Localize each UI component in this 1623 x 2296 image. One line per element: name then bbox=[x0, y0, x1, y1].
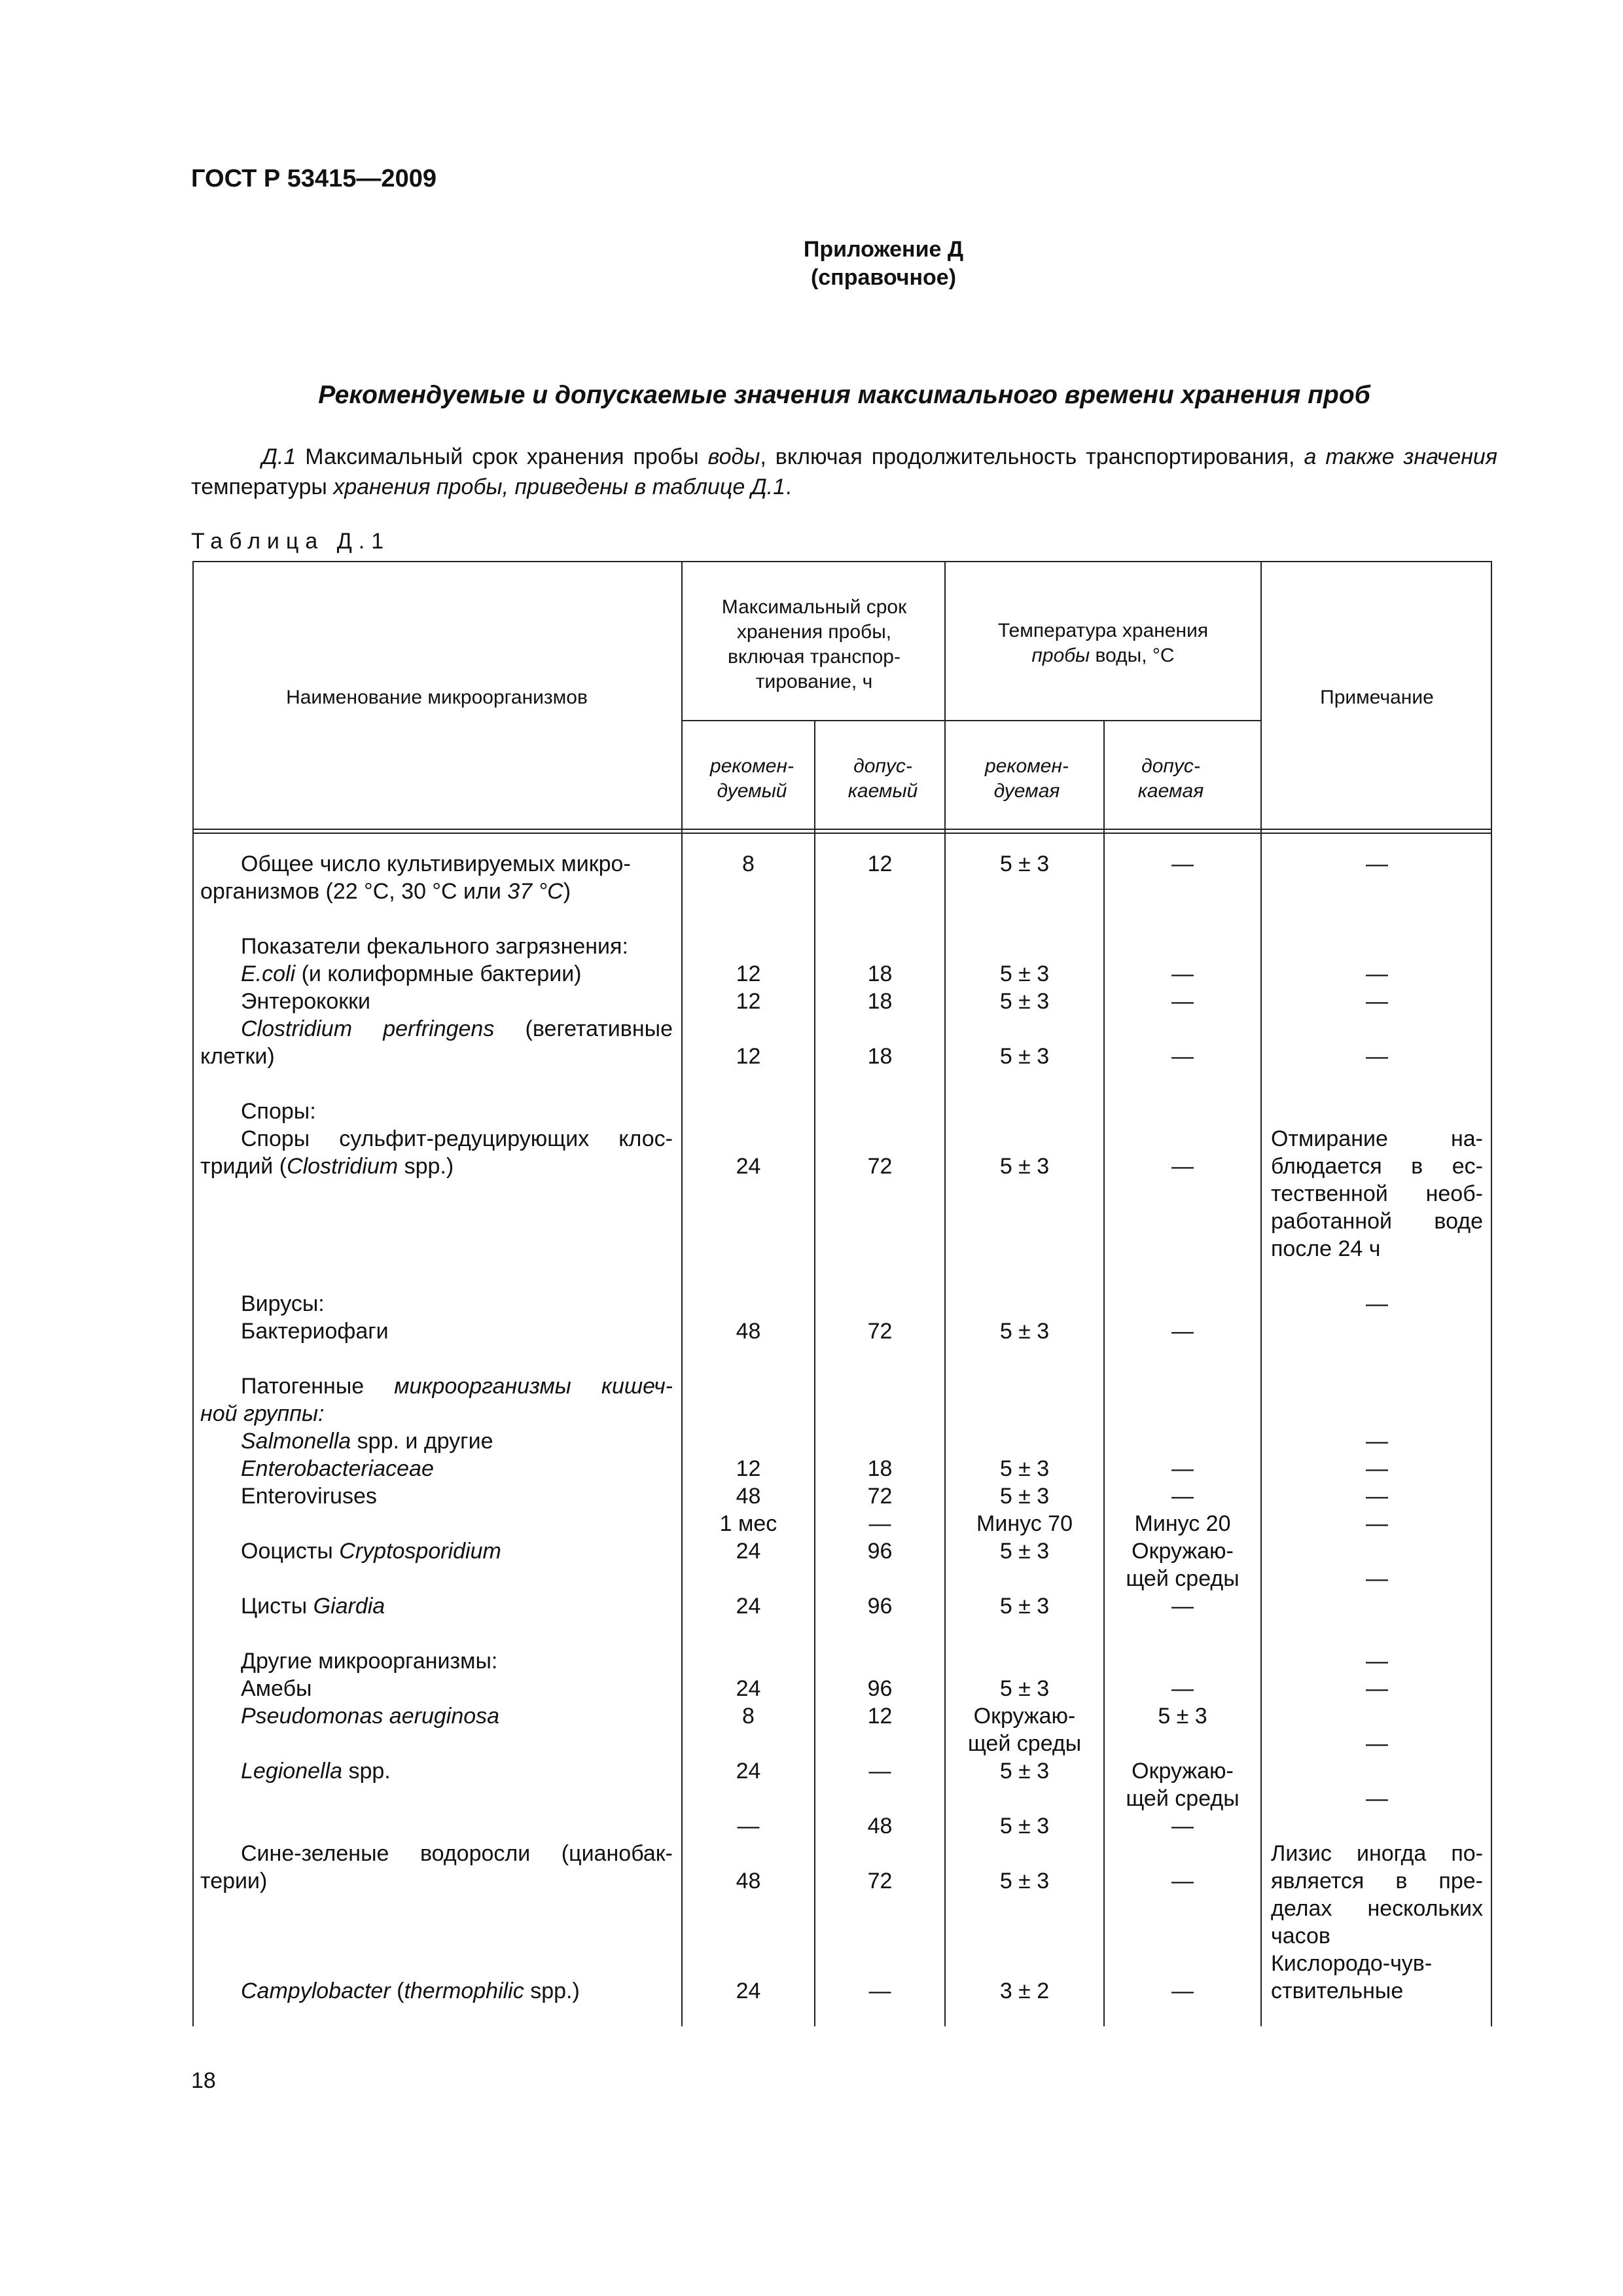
cell: 5 ± 3 bbox=[999, 1869, 1050, 1893]
cell: 96 bbox=[867, 1539, 893, 1564]
cell: 5 ± 3 bbox=[999, 1154, 1050, 1179]
cell: 72 bbox=[867, 1319, 893, 1344]
cell: Минус 70 bbox=[976, 1511, 1073, 1536]
header-double-rule bbox=[192, 833, 1492, 834]
row-campy: Campylobacter (thermophilic spp.) bbox=[241, 1979, 580, 2003]
table-caption: Таблица Д.1 bbox=[191, 529, 391, 554]
cell: 1 мес bbox=[719, 1511, 777, 1536]
header-time-recommended: рекомен-дуемый bbox=[710, 755, 794, 802]
cell: — bbox=[1171, 1044, 1194, 1069]
cell: щей среды bbox=[1126, 1786, 1240, 1811]
cell: — bbox=[868, 1759, 891, 1784]
cell: 5 ± 3 bbox=[1158, 1704, 1207, 1729]
cell: — bbox=[1171, 1814, 1194, 1839]
standard-code: ГОСТ Р 53415—2009 bbox=[191, 165, 437, 192]
cell: 5 ± 3 bbox=[999, 989, 1050, 1014]
cell: 72 bbox=[867, 1484, 893, 1509]
cell: — bbox=[1171, 1319, 1194, 1344]
table-border-top bbox=[192, 561, 1492, 562]
cell: 5 ± 3 bbox=[999, 1814, 1050, 1839]
row-spores: Споры: bbox=[241, 1099, 316, 1124]
cell: 5 ± 3 bbox=[999, 852, 1050, 876]
header-subdivider bbox=[681, 720, 1260, 721]
row-patho-a: Патогенные микроорганизмы кишеч- bbox=[241, 1374, 673, 1399]
cell: 48 bbox=[867, 1814, 893, 1839]
cell: — bbox=[1366, 961, 1388, 986]
cell: 3 ± 2 bbox=[999, 1979, 1050, 2003]
cell: Окружаю- bbox=[1132, 1759, 1234, 1784]
cell: — bbox=[1366, 1676, 1388, 1701]
row-salm: Salmonella spp. и другие bbox=[241, 1429, 493, 1454]
col-temp-allowed bbox=[1105, 850, 1260, 2005]
cell: — bbox=[1366, 989, 1388, 1014]
cell: 8 bbox=[742, 852, 755, 876]
document-title: Рекомендуемые и допускаемые значения максимального времени хранения проб bbox=[318, 381, 1370, 409]
header-temp: Температура хранения пробы воды, °С bbox=[997, 620, 1209, 666]
row-total-b: организмов (22 °С, 30 °С или 37 °С) bbox=[200, 879, 571, 904]
cell: щей среды bbox=[1126, 1566, 1240, 1591]
note-line: тественной необ- bbox=[1271, 1181, 1483, 1206]
cell: 24 bbox=[736, 1154, 761, 1179]
cell: — bbox=[1366, 1649, 1388, 1674]
cell: 24 bbox=[736, 1979, 761, 2003]
cell: — bbox=[1366, 1429, 1388, 1454]
cell: — bbox=[1171, 989, 1194, 1014]
cell: 12 bbox=[736, 961, 761, 986]
cell: Минус 20 bbox=[1134, 1511, 1231, 1536]
row-cyano-b: терии) bbox=[200, 1869, 268, 1893]
cell: 5 ± 3 bbox=[999, 1759, 1050, 1784]
cell: 5 ± 3 bbox=[999, 1044, 1050, 1069]
row-clostr-b: клетки) bbox=[200, 1044, 275, 1069]
cell: — bbox=[1366, 852, 1388, 876]
cell: — bbox=[1366, 1291, 1388, 1316]
cell: 5 ± 3 bbox=[999, 1594, 1050, 1619]
col-time-recommended bbox=[683, 850, 814, 2005]
row-crypto: Ооцисты Cryptosporidium bbox=[241, 1539, 501, 1564]
row-enterovir: Enteroviruses bbox=[241, 1484, 377, 1509]
note-line: блюдается в ес- bbox=[1271, 1154, 1483, 1179]
cell: — bbox=[1171, 1869, 1194, 1893]
header-temp-recommended: рекомен-дуемая bbox=[985, 755, 1069, 802]
note-line: после 24 ч bbox=[1271, 1236, 1381, 1261]
cell: 5 ± 3 bbox=[999, 1319, 1050, 1344]
table-border-right bbox=[1491, 561, 1492, 2026]
cell: 8 bbox=[742, 1704, 755, 1729]
cell: — bbox=[1366, 1484, 1388, 1509]
cell: 48 bbox=[736, 1319, 761, 1344]
header-note: Примечание bbox=[1320, 687, 1434, 708]
note-line: является в пре- bbox=[1271, 1869, 1483, 1893]
cell: — bbox=[1366, 1566, 1388, 1591]
row-ecoli: E.coli (и колиформные бактерии) bbox=[241, 961, 582, 986]
row-amoeba: Амебы bbox=[241, 1676, 312, 1701]
cell: 5 ± 3 bbox=[999, 1456, 1050, 1481]
header-time-allowed: допус-каемый bbox=[847, 755, 918, 802]
row-giardia: Цисты Giardia bbox=[241, 1594, 385, 1619]
row-total-a: Общее число культивируемых микро- bbox=[241, 852, 631, 876]
cell: 24 bbox=[736, 1539, 761, 1564]
header-temp-allowed: допус-каемая bbox=[1137, 755, 1204, 802]
header-double-rule bbox=[192, 829, 1492, 830]
cell: — bbox=[1366, 1786, 1388, 1811]
cell: 18 bbox=[867, 1044, 893, 1069]
cell: 5 ± 3 bbox=[999, 1676, 1050, 1701]
cell: 96 bbox=[867, 1676, 893, 1701]
storage-table bbox=[192, 561, 1492, 2026]
row-viruses: Вирусы: bbox=[241, 1291, 325, 1316]
annex-subtitle: (справочное) bbox=[810, 265, 957, 290]
cell: Окружаю- bbox=[973, 1704, 1076, 1729]
row-clostr: Clostridium perfringens (вегетативные bbox=[241, 1016, 673, 1041]
row-patho-b: ной группы: bbox=[200, 1401, 325, 1426]
cell: — bbox=[1366, 1731, 1388, 1756]
intro-paragraph: Д.1 Максимальный срок хранения пробы воды, включая продолжительность транспортирования, а также значения температуры хранения пробы, приведены в таблице Д.1. bbox=[191, 444, 1497, 499]
col-temp-recommended bbox=[946, 850, 1103, 2005]
row-phage: Бактериофаги bbox=[241, 1319, 389, 1344]
cell: — bbox=[1171, 961, 1194, 986]
row-pseudo: Pseudomonas aeruginosa bbox=[241, 1704, 500, 1729]
cell: 96 bbox=[867, 1594, 893, 1619]
cell: 72 bbox=[867, 1869, 893, 1893]
cell: 24 bbox=[736, 1676, 761, 1701]
row-spores-a: Споры сульфит-редуцирующих клос- bbox=[241, 1126, 673, 1151]
cell: 12 bbox=[867, 852, 893, 876]
table-border-left bbox=[192, 561, 194, 2026]
cell: — bbox=[1171, 1979, 1194, 2003]
cell: — bbox=[1171, 852, 1194, 876]
cell: — bbox=[1366, 1511, 1388, 1536]
note-line: часов bbox=[1271, 1924, 1330, 1948]
note-line: Лизис иногда по- bbox=[1271, 1841, 1483, 1866]
header-name: Наименование микроорганизмов bbox=[286, 687, 588, 708]
cell: 12 bbox=[736, 989, 761, 1014]
cell: 12 bbox=[867, 1704, 893, 1729]
cell: 12 bbox=[736, 1456, 761, 1481]
row-other: Другие микроорганизмы: bbox=[241, 1649, 498, 1674]
page-number: 18 bbox=[191, 2068, 216, 2093]
cell: — bbox=[1366, 1044, 1388, 1069]
cell: — bbox=[1171, 1594, 1194, 1619]
cell: — bbox=[1366, 1456, 1388, 1481]
header-max-time: Максимальный срок хранения пробы, включая транспор-тирование, ч bbox=[721, 596, 907, 692]
col-note bbox=[1271, 850, 1483, 2005]
cell: — bbox=[737, 1814, 760, 1839]
cell: — bbox=[1171, 1676, 1194, 1701]
cell: 5 ± 3 bbox=[999, 1539, 1050, 1564]
cell: — bbox=[1171, 1456, 1194, 1481]
cell: 18 bbox=[867, 1456, 893, 1481]
cell: — bbox=[1171, 1154, 1194, 1179]
cell: 24 bbox=[736, 1759, 761, 1784]
note-line: Кислородо-чув- bbox=[1271, 1951, 1433, 1976]
col-time-allowed bbox=[815, 850, 944, 2005]
row-spores-b: тридий (Clostridium spp.) bbox=[200, 1154, 454, 1179]
cell: 18 bbox=[867, 961, 893, 986]
cell: 72 bbox=[867, 1154, 893, 1179]
row-legion: Legionella spp. bbox=[241, 1759, 391, 1784]
cell: щей среды bbox=[967, 1731, 1082, 1756]
cell: 24 bbox=[736, 1594, 761, 1619]
cell: 12 bbox=[736, 1044, 761, 1069]
row-cyano-a: Сине-зеленые водоросли (цианобак- bbox=[241, 1841, 673, 1866]
col-divider bbox=[1260, 561, 1262, 2026]
note-line: делах нескольких bbox=[1271, 1896, 1483, 1921]
name-column bbox=[200, 850, 673, 2005]
row-fecal: Показатели фекального загрязнения: bbox=[241, 934, 628, 959]
cell: 18 bbox=[867, 989, 893, 1014]
cell: 48 bbox=[736, 1484, 761, 1509]
cell: Окружаю- bbox=[1132, 1539, 1234, 1564]
annex-title: Приложение Д bbox=[803, 237, 964, 262]
cell: — bbox=[868, 1979, 891, 2003]
cell: 48 bbox=[736, 1869, 761, 1893]
cell: — bbox=[1171, 1484, 1194, 1509]
cell: 5 ± 3 bbox=[999, 961, 1050, 986]
note-line: работанной воде bbox=[1271, 1209, 1483, 1234]
note-line: Отмирание на- bbox=[1271, 1126, 1483, 1151]
cell: 5 ± 3 bbox=[999, 1484, 1050, 1509]
cell: — bbox=[868, 1511, 891, 1536]
row-enterobact: Enterobacteriaceae bbox=[241, 1456, 434, 1481]
row-entero: Энтерококки bbox=[241, 989, 371, 1014]
note-line: ствительные bbox=[1271, 1979, 1404, 2003]
